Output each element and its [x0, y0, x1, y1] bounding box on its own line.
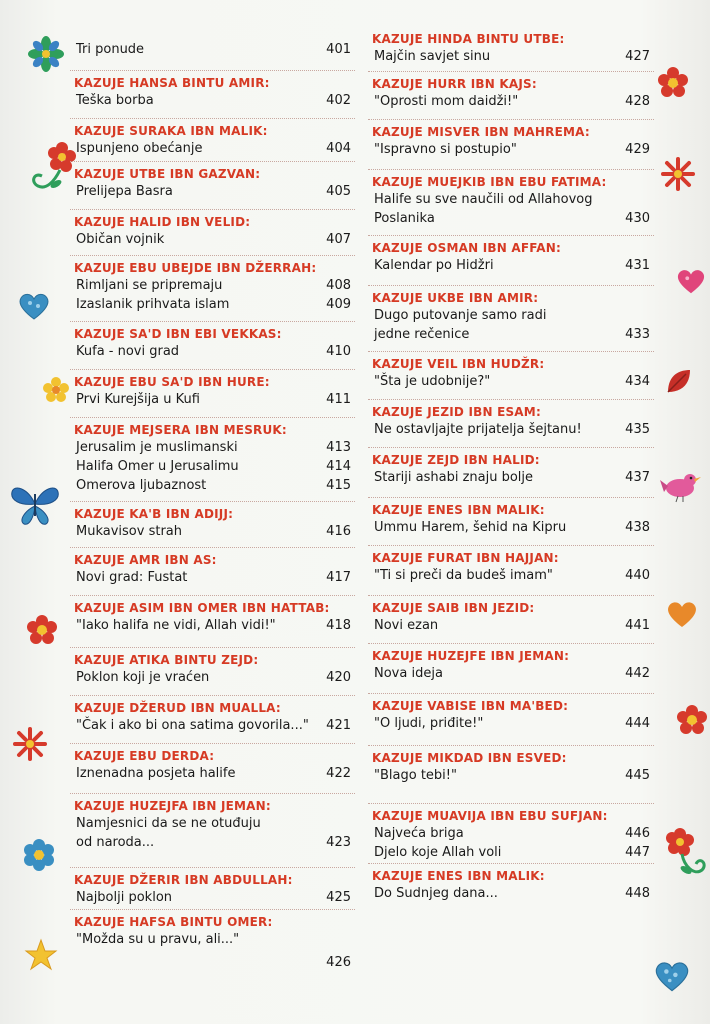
green-flower-icon	[28, 36, 64, 72]
toc-line[interactable]	[70, 182, 355, 201]
story-title: Novi grad: Fustat	[76, 570, 188, 585]
narrator-heading: KAZUJE HALID IBN VELID:	[74, 215, 251, 229]
story-title: Najbolji poklon	[76, 890, 173, 905]
page-number: 421	[326, 718, 351, 733]
toc-entry	[70, 260, 355, 314]
page-number: 444	[625, 716, 650, 731]
entry-divider	[368, 119, 654, 120]
entry-divider	[70, 909, 355, 910]
entry-divider	[70, 501, 355, 502]
toc-line[interactable]	[70, 390, 355, 409]
narrator-heading: KAZUJE HUZEJFE IBN JEMAN:	[372, 649, 570, 663]
narrator-heading: KAZUJE HURR IBN KAJS:	[372, 77, 537, 91]
story-title: Teška borba	[76, 93, 154, 108]
toc-line[interactable]	[368, 824, 654, 843]
narrator-heading: KAZUJE SAIB IBN JEZID:	[372, 601, 535, 615]
toc-entry	[70, 506, 355, 541]
toc-line[interactable]	[368, 140, 654, 159]
entry-divider	[368, 595, 654, 596]
toc-line[interactable]	[70, 814, 355, 833]
page-number: 411	[326, 392, 351, 407]
story-title: "Možda su u pravu, ali..."	[76, 932, 240, 947]
entry-divider	[70, 743, 355, 744]
page-number: 428	[625, 94, 650, 109]
page-number: 417	[326, 570, 351, 585]
toc-entry	[70, 75, 355, 110]
story-title: Kalendar po Hidžri	[374, 258, 494, 273]
page-number: 420	[326, 670, 351, 685]
entry-divider	[70, 255, 355, 256]
story-title: Običan vojnik	[76, 232, 165, 247]
toc-entry	[70, 652, 355, 687]
story-title: Ne ostavljajte prijatelja šejtanu!	[374, 422, 582, 437]
entry-divider	[368, 693, 654, 694]
toc-line[interactable]	[70, 616, 355, 635]
toc-entry	[70, 872, 355, 907]
blue-butterfly-icon	[10, 482, 60, 528]
yellow-flower-icon	[42, 376, 70, 404]
toc-entry	[368, 750, 654, 785]
narrator-heading: KAZUJE HANSA BINTU AMIR:	[74, 76, 270, 90]
toc-entry	[368, 356, 654, 391]
toc-line[interactable]	[70, 276, 355, 295]
toc-line[interactable]	[368, 47, 654, 66]
story-title: Ispunjeno obećanje	[76, 141, 203, 156]
toc-entry	[368, 174, 654, 228]
toc-line[interactable]	[70, 457, 355, 476]
toc-entry	[70, 40, 355, 59]
entry-divider	[368, 351, 654, 352]
toc-line[interactable]	[70, 438, 355, 457]
red-flower-icon	[26, 614, 58, 646]
story-title: Kufa - novi grad	[76, 344, 180, 359]
narrator-heading: KAZUJE EBU SA'D IBN HURE:	[74, 375, 270, 389]
entry-divider	[368, 863, 654, 864]
toc-line[interactable]	[70, 953, 355, 972]
narrator-heading: KAZUJE UKBE IBN AMIR:	[372, 291, 539, 305]
blue-heart-icon	[654, 958, 690, 994]
entry-divider	[70, 321, 355, 322]
narrator-heading: KAZUJE OSMAN IBN AFFAN:	[372, 241, 562, 255]
toc-entry	[368, 808, 654, 862]
page-number: 418	[326, 618, 351, 633]
story-title: Prvi Kurejšija u Kufi	[76, 392, 200, 407]
page-number: 402	[326, 93, 351, 108]
toc-line[interactable]	[70, 476, 355, 495]
entry-divider	[368, 803, 654, 804]
entry-divider	[70, 70, 355, 71]
toc-entry	[70, 798, 355, 852]
toc-entry	[368, 600, 654, 635]
toc-line[interactable]	[368, 256, 654, 275]
pink-heart-icon	[676, 266, 706, 296]
toc-entry	[368, 240, 654, 275]
story-title: Majčin savjet sinu	[374, 49, 491, 64]
page-number: 445	[625, 768, 650, 783]
toc-line[interactable]	[368, 92, 654, 111]
page-number: 447	[625, 845, 650, 860]
toc-line[interactable]	[70, 764, 355, 783]
story-title: "Oprosti mom daidži!"	[374, 94, 519, 109]
toc-line[interactable]	[70, 568, 355, 587]
page-number: 434	[625, 374, 650, 389]
red-flower-icon	[664, 826, 708, 888]
story-title: Rimljani se pripremaju	[76, 278, 223, 293]
entry-divider	[70, 647, 355, 648]
story-title: Djelo koje Allah voli	[374, 845, 502, 860]
entry-divider	[70, 547, 355, 548]
red-flower-icon	[660, 156, 696, 192]
page-number: 431	[625, 258, 650, 273]
narrator-heading: KAZUJE MISVER IBN MAHREMA:	[372, 125, 590, 139]
story-title: Jerusalim je muslimanski	[76, 440, 238, 455]
entry-divider	[368, 235, 654, 236]
toc-entry	[368, 76, 654, 111]
toc-line[interactable]	[70, 295, 355, 314]
toc-line[interactable]	[368, 209, 654, 228]
toc-entry	[368, 124, 654, 159]
toc-entry	[368, 502, 654, 537]
story-title: Poklon koji je vraćen	[76, 670, 210, 685]
entry-divider	[70, 118, 355, 119]
story-title: Nova ideja	[374, 666, 443, 681]
blue-flower-icon	[22, 838, 56, 872]
toc-line[interactable]	[70, 342, 355, 361]
story-title: "Ispravno si postupio"	[374, 142, 517, 157]
toc-line[interactable]	[70, 833, 355, 852]
narrator-heading: KAZUJE ATIKA BINTU ZEJD:	[74, 653, 259, 667]
pink-heart-icon	[18, 290, 50, 322]
toc-line[interactable]	[368, 468, 654, 487]
narrator-heading: KAZUJE HAFSA BINTU OMER:	[74, 915, 273, 929]
entry-divider	[70, 161, 355, 162]
toc-entry	[70, 748, 355, 783]
toc-entry	[70, 326, 355, 361]
toc-line[interactable]	[368, 843, 654, 862]
toc-entry	[368, 698, 654, 733]
toc-line[interactable]	[70, 888, 355, 907]
toc-entry	[368, 648, 654, 683]
story-title: Ummu Harem, šehid na Kipru	[374, 520, 567, 535]
toc-line[interactable]	[70, 40, 355, 59]
entry-divider	[70, 595, 355, 596]
entry-divider	[70, 695, 355, 696]
entry-divider	[368, 447, 654, 448]
story-title: "O ljudi, priđite!"	[374, 716, 484, 731]
entry-divider	[368, 643, 654, 644]
page-number: 430	[625, 211, 650, 226]
yellow-star-icon	[24, 938, 58, 972]
story-title: "Čak i ako bi ona satima govorila..."	[76, 718, 309, 733]
toc-entry	[70, 700, 355, 735]
page-number: 442	[625, 666, 650, 681]
red-flower-icon	[656, 66, 690, 100]
toc-entry	[70, 422, 355, 495]
toc-entry	[70, 166, 355, 201]
page-number: 410	[326, 344, 351, 359]
story-title: Izaslanik prihvata islam	[76, 297, 230, 312]
toc-line[interactable]	[70, 930, 355, 949]
narrator-heading: KAZUJE JEZID IBN ESAM:	[372, 405, 541, 419]
narrator-heading: KAZUJE FURAT IBN HAJJAN:	[372, 551, 559, 565]
entry-divider	[70, 793, 355, 794]
story-title: "Iako halifa ne vidi, Allah vidi!"	[76, 618, 276, 633]
toc-line[interactable]	[368, 664, 654, 683]
entry-divider	[70, 209, 355, 210]
page-number: 427	[625, 49, 650, 64]
narrator-heading: KAZUJE ENES IBN MALIK:	[372, 869, 545, 883]
toc-line[interactable]	[368, 766, 654, 785]
story-title: Poslanika	[374, 211, 435, 226]
page-number: 448	[625, 886, 650, 901]
toc-line[interactable]	[368, 714, 654, 733]
story-title: Stariji ashabi znaju bolje	[374, 470, 534, 485]
page-number: 415	[326, 478, 351, 493]
toc-entry	[368, 404, 654, 439]
entry-divider	[368, 169, 654, 170]
toc-entry	[70, 552, 355, 587]
entry-divider	[368, 745, 654, 746]
toc-line[interactable]	[368, 884, 654, 903]
toc-line[interactable]	[368, 190, 654, 209]
toc-entry	[368, 868, 654, 903]
red-flower-icon	[12, 726, 48, 762]
toc-line[interactable]	[368, 420, 654, 439]
story-title: Najveća briga	[374, 826, 464, 841]
orange-heart-icon	[666, 598, 698, 630]
toc-line[interactable]	[368, 566, 654, 585]
toc-line[interactable]	[70, 716, 355, 735]
page-number: 404	[326, 141, 351, 156]
toc-entry	[368, 31, 654, 66]
page-number: 435	[625, 422, 650, 437]
narrator-heading: KAZUJE MUEJKIB IBN EBU FATIMA:	[372, 175, 607, 189]
toc-entry	[70, 914, 355, 972]
narrator-heading: KAZUJE HINDA BINTU UTBE:	[372, 32, 565, 46]
toc-line[interactable]	[70, 230, 355, 249]
story-title: Omerova ljubaznost	[76, 478, 207, 493]
red-flower-icon	[676, 704, 708, 736]
toc-entry	[70, 374, 355, 409]
narrator-heading: KAZUJE MEJSERA IBN MESRUK:	[74, 423, 287, 437]
entry-divider	[368, 399, 654, 400]
narrator-heading: KAZUJE EBU UBEJDE IBN DŽERRAH:	[74, 261, 317, 275]
page-number: 426	[326, 955, 351, 970]
page-number: 422	[326, 766, 351, 781]
narrator-heading: KAZUJE UTBE IBN GAZVAN:	[74, 167, 261, 181]
toc-line[interactable]	[70, 522, 355, 541]
page-number: 408	[326, 278, 351, 293]
narrator-heading: KAZUJE ASIM IBN OMER IBN HATTAB:	[74, 601, 330, 615]
toc-line[interactable]	[368, 616, 654, 635]
narrator-heading: KAZUJE MIKDAD IBN ESVED:	[372, 751, 567, 765]
page-number: 423	[326, 835, 351, 850]
narrator-heading: KAZUJE DŽERUD IBN MUALLA:	[74, 701, 281, 715]
entry-divider	[368, 71, 654, 72]
narrator-heading: KAZUJE AMR IBN AS:	[74, 553, 217, 567]
toc-entry	[368, 452, 654, 487]
story-title: Prelijepa Basra	[76, 184, 173, 199]
page-number: 414	[326, 459, 351, 474]
page-number: 407	[326, 232, 351, 247]
page-number: 409	[326, 297, 351, 312]
page-number: 441	[625, 618, 650, 633]
entry-divider	[368, 545, 654, 546]
toc-line[interactable]	[70, 91, 355, 110]
entry-divider	[70, 417, 355, 418]
toc-line[interactable]	[368, 372, 654, 391]
story-title: Dugo putovanje samo radi	[374, 308, 547, 323]
page-number: 416	[326, 524, 351, 539]
story-title: od naroda...	[76, 835, 155, 850]
story-title: Iznenadna posjeta halife	[76, 766, 236, 781]
toc-line[interactable]	[368, 306, 654, 325]
page-number: 433	[625, 327, 650, 342]
toc-entry	[368, 550, 654, 585]
story-title: "Blago tebi!"	[374, 768, 457, 783]
story-title: Halife su sve naučili od Allahovog	[374, 192, 593, 207]
page-number: 446	[625, 826, 650, 841]
toc-entry	[368, 290, 654, 344]
story-title: "Šta je udobnije?"	[374, 374, 491, 389]
pink-bird-icon	[658, 460, 702, 504]
page-number: 401	[326, 42, 351, 57]
story-title: Halifa Omer u Jerusalimu	[76, 459, 239, 474]
narrator-heading: KAZUJE EBU DERDA:	[74, 749, 215, 763]
toc-entry	[70, 214, 355, 249]
red-leaf-icon	[664, 366, 694, 396]
entry-divider	[368, 497, 654, 498]
story-title: Namjesnici da se ne otuđuju	[76, 816, 261, 831]
page-number: 437	[625, 470, 650, 485]
story-title: jedne rečenice	[374, 327, 470, 342]
page-number: 438	[625, 520, 650, 535]
page-number: 429	[625, 142, 650, 157]
story-title: Tri ponude	[76, 42, 145, 57]
story-title: "Ti si preči da budeš imam"	[374, 568, 553, 583]
story-title: Novi ezan	[374, 618, 439, 633]
page-number: 413	[326, 440, 351, 455]
page-number: 405	[326, 184, 351, 199]
narrator-heading: KAZUJE SA'D IBN EBI VEKKAS:	[74, 327, 282, 341]
story-title: Do Sudnjeg dana...	[374, 886, 498, 901]
toc-line[interactable]	[368, 518, 654, 537]
page-number: 425	[326, 890, 351, 905]
story-title: Mukavisov strah	[76, 524, 182, 539]
entry-divider	[70, 369, 355, 370]
toc-entry	[70, 123, 355, 158]
toc-line[interactable]	[70, 668, 355, 687]
toc-entry	[70, 600, 355, 635]
narrator-heading: KAZUJE HUZEJFA IBN JEMAN:	[74, 799, 271, 813]
narrator-heading: KAZUJE MUAVIJA IBN EBU SUFJAN:	[372, 809, 608, 823]
narrator-heading: KAZUJE KA'B IBN ADIJJ:	[74, 507, 234, 521]
narrator-heading: KAZUJE VEIL IBN HUDŽR:	[372, 357, 545, 371]
page-number: 440	[625, 568, 650, 583]
toc-line[interactable]	[368, 325, 654, 344]
narrator-heading: KAZUJE ZEJD IBN HALID:	[372, 453, 540, 467]
entry-divider	[70, 867, 355, 868]
entry-divider	[368, 285, 654, 286]
toc-line[interactable]	[70, 139, 355, 158]
narrator-heading: KAZUJE ENES IBN MALIK:	[372, 503, 545, 517]
narrator-heading: KAZUJE VABISE IBN MA'BED:	[372, 699, 569, 713]
narrator-heading: KAZUJE SURAKA IBN MALIK:	[74, 124, 268, 138]
narrator-heading: KAZUJE DŽERIR IBN ABDULLAH:	[74, 873, 293, 887]
